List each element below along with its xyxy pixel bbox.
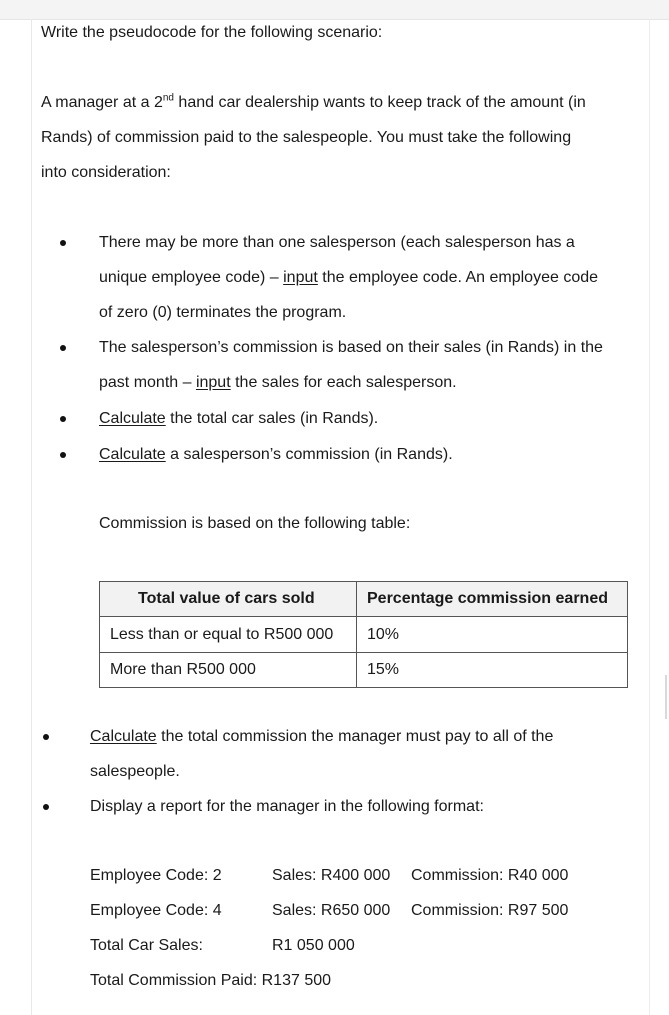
report-row-2-code: Employee Code: 4	[90, 902, 222, 919]
bullet-2-line-2	[99, 373, 457, 393]
bullet-4-line	[99, 445, 453, 465]
bullet-3-line	[99, 409, 378, 429]
bullet-2-line-2-b: the sales for each salesperson.	[230, 374, 457, 391]
table-cell: 10%	[357, 617, 628, 653]
report-row-1-sales: Sales: R400 000	[272, 867, 391, 884]
bullet-1-line-2-b: the employee code. An employee code	[317, 269, 599, 286]
report-row-2-sales: Sales: R650 000	[272, 902, 391, 919]
bullet-5-rest: the total commission the manager must pay to all of the	[156, 728, 554, 745]
table-row	[100, 653, 628, 688]
bullet-dot	[43, 734, 49, 740]
scrollbar-mark	[665, 675, 667, 719]
ordinal-suffix: nd	[162, 92, 174, 104]
bullet-1-line-3: of zero (0) terminates the program.	[99, 304, 347, 321]
bullet-5-line-2: salespeople.	[90, 763, 180, 780]
bullet-2-line-1: The salesperson’s commission is based on their sales (in Rands) in the	[99, 339, 603, 356]
report-total-sales-value: R1 050 000	[272, 937, 355, 954]
bullet-1-input-word: input	[283, 269, 318, 286]
scenario-line-2: Rands) of commission paid to the salespeople. You must take the following	[41, 129, 572, 146]
scenario-line-3: into consideration:	[41, 164, 171, 181]
bullet-dot	[60, 240, 66, 246]
bullet-3-calculate-word: Calculate	[99, 410, 166, 427]
report-row-2-commission: Commission: R97 500	[411, 902, 569, 919]
bullet-1-line-2	[99, 268, 598, 288]
bullet-4-calculate-word: Calculate	[99, 446, 166, 463]
scenario-line-1	[41, 93, 586, 113]
table-intro: Commission is based on the following table:	[99, 515, 411, 532]
table-cell: More than R500 000	[100, 653, 357, 688]
table-cell: 15%	[357, 653, 628, 688]
table-header-row	[100, 582, 628, 617]
table-cell: Less than or equal to R500 000	[100, 617, 357, 653]
bullet-dot	[60, 452, 66, 458]
right-margin-line	[649, 19, 650, 1015]
bullet-1-line-1: There may be more than one salesperson (each salesperson has a	[99, 234, 575, 251]
scenario-line-1-a: A manager at a 2	[41, 94, 163, 111]
report-total-commission: Total Commission Paid: R137 500	[90, 972, 332, 989]
bullet-3-rest: the total car sales (in Rands).	[165, 410, 379, 427]
bullet-5-calculate-word: Calculate	[90, 728, 157, 745]
top-strip	[0, 0, 669, 20]
bullet-6-line: Display a report for the manager in the following format:	[90, 798, 484, 815]
bullet-5-line-1	[90, 727, 553, 747]
report-row-1-code: Employee Code: 2	[90, 867, 222, 884]
bullet-2-input-word: input	[195, 374, 231, 391]
bullet-2-line-2-a: past month –	[99, 374, 196, 391]
bullet-dot	[43, 804, 49, 810]
table-header-cell: Total value of cars sold	[100, 582, 357, 617]
table-row	[100, 617, 628, 653]
bullet-dot	[60, 416, 66, 422]
report-total-sales-label: Total Car Sales:	[90, 937, 203, 954]
report-row-1-commission: Commission: R40 000	[411, 867, 569, 884]
table-header-cell: Percentage commission earned	[357, 582, 628, 617]
instruction-text: Write the pseudocode for the following scenario:	[41, 24, 383, 41]
bullet-1-line-2-a: unique employee code) –	[99, 269, 284, 286]
bullet-dot	[60, 345, 66, 351]
commission-table	[99, 581, 628, 688]
bullet-4-rest: a salesperson’s commission (in Rands).	[165, 446, 453, 463]
scenario-line-1-b: hand car dealership wants to keep track of the amount (in	[173, 94, 586, 111]
left-margin-line	[31, 19, 32, 1015]
